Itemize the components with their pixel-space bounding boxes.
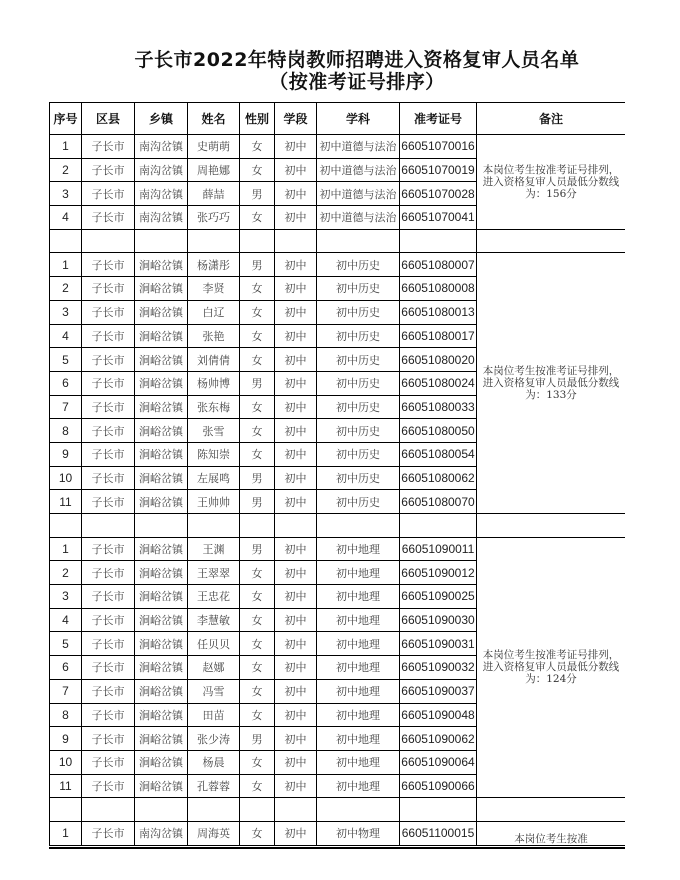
cell-level: 初中: [275, 135, 317, 159]
cell-level: 初中: [275, 395, 317, 419]
cell-town: 涧峪岔镇: [135, 371, 188, 395]
cell-subject: 初中历史: [317, 371, 400, 395]
cell-exam-id: 66051080008: [400, 277, 477, 301]
cell-name: 孔蓉蓉: [188, 774, 240, 798]
cell-level: 初中: [275, 490, 317, 514]
cell-level: 初中: [275, 632, 317, 656]
cell-subject: 初中地理: [317, 750, 400, 774]
cell-county: 子长市: [82, 419, 135, 443]
blank-separator-row: [50, 514, 626, 538]
cell-gender: 女: [240, 632, 275, 656]
blank-cell: [477, 798, 626, 822]
blank-cell: [50, 229, 82, 253]
cell-name: 杨潇彤: [188, 253, 240, 277]
cell-gender: 男: [240, 490, 275, 514]
cell-index: 11: [50, 774, 82, 798]
cell-county: 子长市: [82, 348, 135, 372]
cell-town: 涧峪岔镇: [135, 300, 188, 324]
cell-subject: 初中道德与法治: [317, 182, 400, 206]
header-county: 区县: [82, 103, 135, 135]
cell-county: 子长市: [82, 585, 135, 609]
cell-gender: 女: [240, 703, 275, 727]
cell-index: 6: [50, 656, 82, 680]
cell-level: 初中: [275, 561, 317, 585]
cell-remark: 本岗位考生按准考证号排列，进入资格复审人员最低分数线为：124分: [477, 537, 626, 798]
cell-county: 子长市: [82, 537, 135, 561]
cell-exam-id: 66051090037: [400, 679, 477, 703]
cell-county: 子长市: [82, 632, 135, 656]
cell-gender: 女: [240, 419, 275, 443]
cell-subject: 初中物理: [317, 821, 400, 845]
cell-name: 周海英: [188, 821, 240, 845]
cell-index: 11: [50, 490, 82, 514]
cell-level: 初中: [275, 466, 317, 490]
cell-county: 子长市: [82, 300, 135, 324]
blank-cell: [275, 229, 317, 253]
cell-index: 5: [50, 348, 82, 372]
roster-table-container: [49, 102, 625, 849]
cell-subject: 初中地理: [317, 703, 400, 727]
cell-town: 涧峪岔镇: [135, 561, 188, 585]
cell-index: 1: [50, 821, 82, 845]
blank-cell: [135, 798, 188, 822]
cell-town: 南沟岔镇: [135, 158, 188, 182]
header-town: 乡镇: [135, 103, 188, 135]
cell-subject: 初中历史: [317, 442, 400, 466]
cell-name: 田苗: [188, 703, 240, 727]
cell-index: 3: [50, 182, 82, 206]
cell-index: 1: [50, 537, 82, 561]
cell-town: 涧峪岔镇: [135, 585, 188, 609]
cell-index: 1: [50, 135, 82, 159]
cell-name: 周艳娜: [188, 158, 240, 182]
cell-index: 10: [50, 750, 82, 774]
cell-gender: 女: [240, 158, 275, 182]
cell-index: 9: [50, 727, 82, 751]
cell-county: 子长市: [82, 466, 135, 490]
cell-level: 初中: [275, 419, 317, 443]
cell-gender: 女: [240, 750, 275, 774]
cell-exam-id: 66051070016: [400, 135, 477, 159]
cell-town: 涧峪岔镇: [135, 656, 188, 680]
cell-level: 初中: [275, 703, 317, 727]
cell-name: 王翠翠: [188, 561, 240, 585]
cell-level: 初中: [275, 608, 317, 632]
blank-cell: [275, 514, 317, 538]
cell-subject: 初中历史: [317, 253, 400, 277]
cell-exam-id: 66051100015: [400, 821, 477, 845]
cell-name: 陈知崇: [188, 442, 240, 466]
cell-county: 子长市: [82, 656, 135, 680]
cell-exam-id: 66051080020: [400, 348, 477, 372]
cell-level: 初中: [275, 277, 317, 301]
cell-town: 南沟岔镇: [135, 182, 188, 206]
cell-index: 8: [50, 419, 82, 443]
cell-town: 涧峪岔镇: [135, 727, 188, 751]
cell-exam-id: 66051090030: [400, 608, 477, 632]
cell-town: 涧峪岔镇: [135, 632, 188, 656]
cell-exam-id: 66051080017: [400, 324, 477, 348]
header-exam-id: 准考证号: [400, 103, 477, 135]
blank-cell: [82, 798, 135, 822]
blank-cell: [317, 798, 400, 822]
cell-gender: 男: [240, 182, 275, 206]
cell-index: 9: [50, 442, 82, 466]
cell-subject: 初中地理: [317, 608, 400, 632]
cell-gender: 女: [240, 442, 275, 466]
cell-county: 子长市: [82, 750, 135, 774]
header-row: [50, 103, 626, 135]
cell-subject: 初中地理: [317, 585, 400, 609]
cell-index: 10: [50, 466, 82, 490]
cell-level: 初中: [275, 750, 317, 774]
cell-subject: 初中地理: [317, 774, 400, 798]
cell-town: 涧峪岔镇: [135, 750, 188, 774]
cell-gender: 女: [240, 679, 275, 703]
cell-subject: 初中历史: [317, 395, 400, 419]
cell-remark: 本岗位考生按准考证号排列，进入资格复审人员最低分数线为：133分: [477, 253, 626, 514]
blank-cell: [240, 514, 275, 538]
table-row: [50, 537, 626, 561]
cell-subject: 初中历史: [317, 419, 400, 443]
cell-level: 初中: [275, 774, 317, 798]
roster-table: [49, 102, 625, 846]
cell-gender: 女: [240, 206, 275, 230]
cell-level: 初中: [275, 324, 317, 348]
cell-name: 白辽: [188, 300, 240, 324]
cell-county: 子长市: [82, 395, 135, 419]
cell-name: 王帅帅: [188, 490, 240, 514]
cell-town: 涧峪岔镇: [135, 679, 188, 703]
cell-name: 刘倩倩: [188, 348, 240, 372]
header-index: 序号: [50, 103, 82, 135]
cell-gender: 女: [240, 324, 275, 348]
cell-name: 张艳: [188, 324, 240, 348]
cell-subject: 初中历史: [317, 490, 400, 514]
cell-exam-id: 66051080007: [400, 253, 477, 277]
cell-subject: 初中地理: [317, 561, 400, 585]
cell-index: 4: [50, 324, 82, 348]
cell-county: 子长市: [82, 442, 135, 466]
cell-exam-id: 66051090064: [400, 750, 477, 774]
cell-index: 7: [50, 395, 82, 419]
cell-name: 冯雪: [188, 679, 240, 703]
table-row: [50, 253, 626, 277]
cell-gender: 女: [240, 277, 275, 301]
cell-level: 初中: [275, 537, 317, 561]
cell-gender: 女: [240, 348, 275, 372]
cell-name: 李慧敏: [188, 608, 240, 632]
cell-gender: 女: [240, 395, 275, 419]
cell-subject: 初中历史: [317, 300, 400, 324]
blank-cell: [477, 229, 626, 253]
blank-cell: [188, 229, 240, 253]
cell-gender: 女: [240, 561, 275, 585]
blank-cell: [135, 229, 188, 253]
blank-cell: [82, 514, 135, 538]
cell-county: 子长市: [82, 371, 135, 395]
cell-exam-id: 66051080024: [400, 371, 477, 395]
cell-gender: 女: [240, 774, 275, 798]
cell-exam-id: 66051070041: [400, 206, 477, 230]
cell-county: 子长市: [82, 206, 135, 230]
cell-exam-id: 66051090011: [400, 537, 477, 561]
cell-index: 4: [50, 608, 82, 632]
cell-level: 初中: [275, 348, 317, 372]
cell-county: 子长市: [82, 608, 135, 632]
cell-gender: 女: [240, 656, 275, 680]
cell-town: 涧峪岔镇: [135, 253, 188, 277]
cell-level: 初中: [275, 206, 317, 230]
cell-level: 初中: [275, 585, 317, 609]
cell-exam-id: 66051090012: [400, 561, 477, 585]
cell-county: 子长市: [82, 561, 135, 585]
cell-county: 子长市: [82, 158, 135, 182]
cell-town: 涧峪岔镇: [135, 324, 188, 348]
blank-cell: [400, 514, 477, 538]
cell-county: 子长市: [82, 324, 135, 348]
header-remark: 备注: [477, 103, 626, 135]
cell-subject: 初中历史: [317, 324, 400, 348]
cell-index: 3: [50, 585, 82, 609]
cell-gender: 女: [240, 300, 275, 324]
cell-exam-id: 66051080050: [400, 419, 477, 443]
cell-level: 初中: [275, 300, 317, 324]
cell-town: 涧峪岔镇: [135, 466, 188, 490]
cell-exam-id: 66051070028: [400, 182, 477, 206]
cell-gender: 女: [240, 135, 275, 159]
blank-cell: [400, 229, 477, 253]
cell-index: 7: [50, 679, 82, 703]
cell-subject: 初中地理: [317, 727, 400, 751]
cell-gender: 女: [240, 585, 275, 609]
blank-cell: [477, 514, 626, 538]
cell-name: 杨帅博: [188, 371, 240, 395]
cell-county: 子长市: [82, 774, 135, 798]
cell-exam-id: 66051080054: [400, 442, 477, 466]
cell-index: 5: [50, 632, 82, 656]
cell-name: 张少涛: [188, 727, 240, 751]
blank-cell: [82, 229, 135, 253]
cell-level: 初中: [275, 442, 317, 466]
cell-remark: 本岗位考生按准考证号排列，进入资格复审人员最低分数线为：156分: [477, 135, 626, 230]
table-row: [50, 821, 626, 845]
cell-town: 涧峪岔镇: [135, 490, 188, 514]
blank-cell: [400, 798, 477, 822]
cell-name: 史萌萌: [188, 135, 240, 159]
cell-name: 左展鸣: [188, 466, 240, 490]
cell-exam-id: 66051090062: [400, 727, 477, 751]
cell-level: 初中: [275, 158, 317, 182]
cell-name: 王渊: [188, 537, 240, 561]
cell-town: 南沟岔镇: [135, 821, 188, 845]
blank-cell: [240, 798, 275, 822]
cell-county: 子长市: [82, 135, 135, 159]
cell-name: 薛喆: [188, 182, 240, 206]
cell-name: 杨晨: [188, 750, 240, 774]
cell-index: 8: [50, 703, 82, 727]
blank-cell: [188, 798, 240, 822]
cell-name: 赵娜: [188, 656, 240, 680]
cell-exam-id: 66051080013: [400, 300, 477, 324]
cell-county: 子长市: [82, 703, 135, 727]
blank-separator-row: [50, 798, 626, 822]
cell-subject: 初中历史: [317, 466, 400, 490]
cell-level: 初中: [275, 821, 317, 845]
blank-cell: [317, 514, 400, 538]
cell-remark: 本岗位考生按准: [477, 821, 626, 845]
cell-subject: 初中道德与法治: [317, 206, 400, 230]
cell-name: 张巧巧: [188, 206, 240, 230]
cell-name: 王忠花: [188, 585, 240, 609]
cell-exam-id: 66051070019: [400, 158, 477, 182]
cell-level: 初中: [275, 253, 317, 277]
cell-exam-id: 66051080033: [400, 395, 477, 419]
cell-exam-id: 66051090066: [400, 774, 477, 798]
cell-index: 3: [50, 300, 82, 324]
cell-subject: 初中地理: [317, 632, 400, 656]
cell-subject: 初中地理: [317, 679, 400, 703]
cell-gender: 男: [240, 727, 275, 751]
cell-subject: 初中道德与法治: [317, 158, 400, 182]
cell-county: 子长市: [82, 253, 135, 277]
cell-index: 2: [50, 158, 82, 182]
cell-county: 子长市: [82, 277, 135, 301]
cell-town: 涧峪岔镇: [135, 395, 188, 419]
cell-town: 涧峪岔镇: [135, 774, 188, 798]
cell-town: 涧峪岔镇: [135, 537, 188, 561]
cell-subject: 初中历史: [317, 348, 400, 372]
cell-level: 初中: [275, 371, 317, 395]
cell-subject: 初中道德与法治: [317, 135, 400, 159]
cell-town: 南沟岔镇: [135, 206, 188, 230]
page-title: 子长市2022年特岗教师招聘进入资格复审人员名单: [134, 49, 580, 71]
cell-county: 子长市: [82, 727, 135, 751]
cell-name: 李贤: [188, 277, 240, 301]
cell-gender: 女: [240, 821, 275, 845]
cell-index: 2: [50, 277, 82, 301]
cell-town: 涧峪岔镇: [135, 703, 188, 727]
cell-name: 任贝贝: [188, 632, 240, 656]
cell-town: 南沟岔镇: [135, 135, 188, 159]
cell-gender: 男: [240, 537, 275, 561]
cell-index: 6: [50, 371, 82, 395]
cell-index: 2: [50, 561, 82, 585]
cell-exam-id: 66051090031: [400, 632, 477, 656]
cell-subject: 初中地理: [317, 537, 400, 561]
cell-index: 1: [50, 253, 82, 277]
cell-name: 张雪: [188, 419, 240, 443]
cell-gender: 男: [240, 466, 275, 490]
cell-subject: 初中地理: [317, 656, 400, 680]
blank-cell: [188, 514, 240, 538]
cell-gender: 男: [240, 253, 275, 277]
header-subject: 学科: [317, 103, 400, 135]
page-subtitle: （按准考证号排序）: [269, 71, 445, 93]
cell-level: 初中: [275, 656, 317, 680]
blank-cell: [50, 514, 82, 538]
table-row: [50, 135, 626, 159]
cell-level: 初中: [275, 679, 317, 703]
header-name: 姓名: [188, 103, 240, 135]
blank-cell: [317, 229, 400, 253]
cell-name: 张东梅: [188, 395, 240, 419]
header-gender: 性别: [240, 103, 275, 135]
cell-town: 涧峪岔镇: [135, 442, 188, 466]
cell-town: 涧峪岔镇: [135, 348, 188, 372]
cell-exam-id: 66051090048: [400, 703, 477, 727]
cell-exam-id: 66051080062: [400, 466, 477, 490]
blank-cell: [275, 798, 317, 822]
cell-exam-id: 66051080070: [400, 490, 477, 514]
cell-gender: 男: [240, 371, 275, 395]
blank-separator-row: [50, 229, 626, 253]
cell-county: 子长市: [82, 490, 135, 514]
cell-county: 子长市: [82, 821, 135, 845]
cell-county: 子长市: [82, 182, 135, 206]
cell-town: 涧峪岔镇: [135, 608, 188, 632]
cell-level: 初中: [275, 727, 317, 751]
cell-index: 4: [50, 206, 82, 230]
cell-town: 涧峪岔镇: [135, 277, 188, 301]
cell-town: 涧峪岔镇: [135, 419, 188, 443]
cell-subject: 初中历史: [317, 277, 400, 301]
blank-cell: [240, 229, 275, 253]
header-level: 学段: [275, 103, 317, 135]
blank-cell: [135, 514, 188, 538]
blank-cell: [50, 798, 82, 822]
cell-exam-id: 66051090032: [400, 656, 477, 680]
cell-exam-id: 66051090025: [400, 585, 477, 609]
cell-level: 初中: [275, 182, 317, 206]
cell-gender: 女: [240, 608, 275, 632]
cell-county: 子长市: [82, 679, 135, 703]
